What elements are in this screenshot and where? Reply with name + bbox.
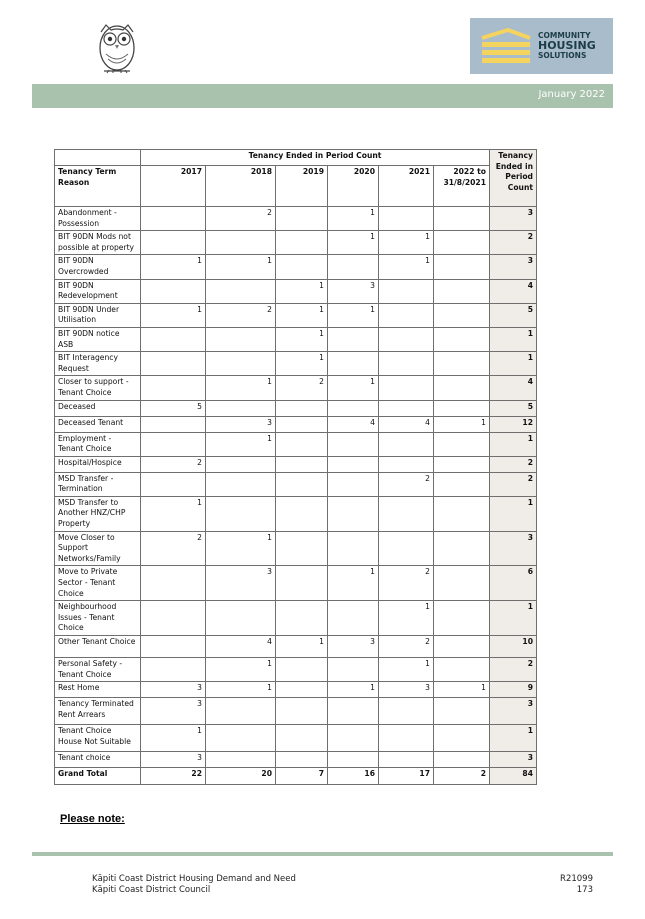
table-cell: 1 (276, 636, 328, 658)
row-total: 9 (490, 682, 537, 698)
table-cell (328, 472, 379, 496)
table-cell (141, 636, 206, 658)
table-cell (206, 752, 276, 768)
table-cell: 2 (206, 303, 276, 327)
logo-text-line2: HOUSING (538, 39, 596, 52)
table-cell: 1 (276, 279, 328, 303)
row-total: 2 (490, 658, 537, 682)
table-row (55, 682, 537, 698)
table-row (55, 376, 537, 400)
table-cell (141, 566, 206, 601)
row-label: BIT 90DN notice ASB (55, 327, 141, 351)
table-cell (434, 400, 490, 416)
table-cell: 3 (206, 416, 276, 432)
table-cell (434, 698, 490, 725)
table-cell: 1 (328, 231, 379, 255)
table-cell: 1 (434, 682, 490, 698)
total-header: Tenancy Ended in Period Count (490, 150, 537, 207)
group-header: Tenancy Ended in Period Count (141, 150, 490, 166)
table-corner (55, 150, 141, 166)
table-cell (276, 456, 328, 472)
row-total: 1 (490, 725, 537, 752)
owl-logo-icon (92, 18, 142, 74)
year-header: 2020 (328, 166, 379, 207)
row-total: 1 (490, 601, 537, 636)
row-label: Other Tenant Choice (55, 636, 141, 658)
row-label: BIT 90DN Redevelopment (55, 279, 141, 303)
footer-title: Kāpiti Coast District Housing Demand and Need (92, 874, 296, 884)
table-cell (328, 255, 379, 279)
table-row (55, 496, 537, 531)
row-total: 3 (490, 752, 537, 768)
table-cell (141, 231, 206, 255)
table-cell: 3 (141, 682, 206, 698)
table-cell (276, 682, 328, 698)
table-cell (434, 636, 490, 658)
house-bars-icon (478, 28, 534, 66)
table-cell: 1 (206, 255, 276, 279)
footer-right (560, 874, 593, 896)
table-cell (328, 327, 379, 351)
table-cell (276, 531, 328, 566)
table-row (55, 658, 537, 682)
row-total: 2 (490, 231, 537, 255)
table-cell (434, 255, 490, 279)
table-cell (141, 416, 206, 432)
table-cell (206, 279, 276, 303)
table-cell: 22 (141, 768, 206, 785)
table-cell: 1 (379, 601, 434, 636)
logo-text-line3: SOLUTIONS (538, 51, 587, 60)
table-cell (206, 456, 276, 472)
footer-council: Kāpiti Coast District Council (92, 885, 211, 895)
table-cell (141, 472, 206, 496)
table-cell (434, 566, 490, 601)
row-label: Neighbourhood Issues - Tenant Choice (55, 601, 141, 636)
table-cell (206, 231, 276, 255)
row-total: 2 (490, 472, 537, 496)
table-cell: 3 (328, 279, 379, 303)
table-cell: 1 (379, 658, 434, 682)
table-cell (276, 752, 328, 768)
table-cell (328, 496, 379, 531)
table-cell (379, 327, 434, 351)
row-total: 3 (490, 531, 537, 566)
table-cell (328, 531, 379, 566)
please-note-heading: Please note: (60, 813, 125, 825)
row-total: 1 (490, 432, 537, 456)
table-cell (434, 752, 490, 768)
table-row (55, 303, 537, 327)
table-cell (434, 472, 490, 496)
table-cell (206, 472, 276, 496)
table-cell: 1 (328, 303, 379, 327)
table-cell: 3 (379, 682, 434, 698)
header-band (32, 84, 613, 108)
table-cell: 1 (276, 327, 328, 351)
table-cell (434, 725, 490, 752)
table-row (55, 752, 537, 768)
table-cell (379, 400, 434, 416)
table-cell (276, 432, 328, 456)
row-label: Move Closer to Support Networks/Family (55, 531, 141, 566)
row-total: 12 (490, 416, 537, 432)
table-cell (328, 658, 379, 682)
table-cell (434, 303, 490, 327)
table-row (55, 400, 537, 416)
row-total: 84 (490, 768, 537, 785)
year-header: 2019 (276, 166, 328, 207)
table-cell: 2 (434, 768, 490, 785)
table-cell (276, 207, 328, 231)
row-label: BIT 90DN Under Utilisation (55, 303, 141, 327)
row-label: MSD Transfer - Termination (55, 472, 141, 496)
table-cell: 4 (328, 416, 379, 432)
table-cell: 2 (276, 376, 328, 400)
table-cell (141, 279, 206, 303)
row-label: Tenant choice (55, 752, 141, 768)
table-cell: 2 (141, 531, 206, 566)
table-cell: 3 (206, 566, 276, 601)
table-cell: 1 (379, 231, 434, 255)
table-row (55, 472, 537, 496)
row-label: Tenancy Terminated Rent Arrears (55, 698, 141, 725)
table-cell (434, 496, 490, 531)
table-row (55, 566, 537, 601)
table-cell (379, 496, 434, 531)
table-cell (379, 303, 434, 327)
row-total: 1 (490, 327, 537, 351)
footer-rule (32, 852, 613, 856)
table-row (55, 432, 537, 456)
table-cell (206, 352, 276, 376)
row-label: Move to Private Sector - Tenant Choice (55, 566, 141, 601)
table-cell: 1 (328, 376, 379, 400)
table-cell: 2 (141, 456, 206, 472)
tenancy-ended-table (54, 149, 537, 785)
table-cell (206, 601, 276, 636)
table-cell (276, 566, 328, 601)
footer-left (92, 874, 296, 896)
row-total: 2 (490, 456, 537, 472)
table-cell (328, 601, 379, 636)
row-label: Hospital/Hospice (55, 456, 141, 472)
table-cell: 3 (141, 752, 206, 768)
table-row (55, 207, 537, 231)
row-total: 3 (490, 255, 537, 279)
table-cell: 4 (206, 636, 276, 658)
table-cell (276, 658, 328, 682)
row-label: Deceased Tenant (55, 416, 141, 432)
table-cell (206, 327, 276, 351)
table-row (55, 416, 537, 432)
table-cell (276, 255, 328, 279)
table-cell (379, 432, 434, 456)
table-cell (141, 601, 206, 636)
table-cell (276, 400, 328, 416)
table-cell (434, 327, 490, 351)
row-total: 5 (490, 400, 537, 416)
table-row (55, 327, 537, 351)
table-cell (276, 416, 328, 432)
table-cell (379, 725, 434, 752)
table-cell: 4 (379, 416, 434, 432)
grand-total-row (55, 768, 537, 785)
row-label: Deceased (55, 400, 141, 416)
table-row (55, 255, 537, 279)
table-row (55, 231, 537, 255)
table-cell (141, 376, 206, 400)
community-housing-solutions-logo (470, 18, 613, 74)
table-cell: 1 (206, 658, 276, 682)
table-cell: 1 (328, 566, 379, 601)
table-cell (379, 456, 434, 472)
table-row (55, 698, 537, 725)
table-cell (141, 327, 206, 351)
table-cell: 1 (328, 207, 379, 231)
table-cell: 1 (206, 682, 276, 698)
table-cell (379, 279, 434, 303)
table-cell: 3 (328, 636, 379, 658)
table-cell (206, 496, 276, 531)
table-row (55, 601, 537, 636)
row-total: 10 (490, 636, 537, 658)
footer-ref: R21099 (560, 874, 593, 884)
year-header: 2017 (141, 166, 206, 207)
table-cell (328, 698, 379, 725)
table-row (55, 352, 537, 376)
table-cell (276, 231, 328, 255)
table-row (55, 279, 537, 303)
table-cell (434, 456, 490, 472)
row-label: Personal Safety - Tenant Choice (55, 658, 141, 682)
table-cell (141, 432, 206, 456)
row-total: 1 (490, 352, 537, 376)
row-label: Grand Total (55, 768, 141, 785)
table-cell: 1 (141, 725, 206, 752)
logo-text-line1: COMMUNITY (538, 31, 591, 40)
row-total: 3 (490, 207, 537, 231)
row-label: MSD Transfer to Another HNZ/CHP Property (55, 496, 141, 531)
table-cell (141, 207, 206, 231)
table-cell (206, 698, 276, 725)
table-row (55, 636, 537, 658)
table-cell (206, 725, 276, 752)
table-cell (328, 456, 379, 472)
table-cell: 2 (379, 566, 434, 601)
row-total: 5 (490, 303, 537, 327)
table-cell (379, 531, 434, 566)
table-cell (379, 207, 434, 231)
row-total: 4 (490, 376, 537, 400)
table-cell: 5 (141, 400, 206, 416)
table-cell: 20 (206, 768, 276, 785)
table-cell (379, 698, 434, 725)
table-cell: 1 (434, 416, 490, 432)
table-cell: 2 (379, 636, 434, 658)
table-cell: 17 (379, 768, 434, 785)
table-cell: 1 (206, 432, 276, 456)
table-cell (276, 496, 328, 531)
year-header: 2018 (206, 166, 276, 207)
row-total: 4 (490, 279, 537, 303)
footer-page: 173 (576, 885, 593, 895)
row-label: Abandonment - Possession (55, 207, 141, 231)
year-header: 2021 (379, 166, 434, 207)
table-cell: 1 (141, 496, 206, 531)
table-cell (276, 601, 328, 636)
row-label: BIT 90DN Overcrowded (55, 255, 141, 279)
table-cell (434, 432, 490, 456)
table-cell: 3 (141, 698, 206, 725)
table-cell (434, 601, 490, 636)
table-cell (379, 376, 434, 400)
row-label: Employment - Tenant Choice (55, 432, 141, 456)
table-cell: 2 (379, 472, 434, 496)
year-header: 2022 to 31/8/2021 (434, 166, 490, 207)
table-cell (434, 279, 490, 303)
report-date: January 2022 (538, 89, 605, 100)
table-cell (379, 352, 434, 376)
table-cell: 1 (328, 682, 379, 698)
table-cell (206, 400, 276, 416)
table-cell (434, 352, 490, 376)
table-cell: 1 (206, 376, 276, 400)
table-cell (328, 725, 379, 752)
table-cell: 1 (379, 255, 434, 279)
table-cell: 1 (276, 352, 328, 376)
table-row (55, 725, 537, 752)
table-cell: 7 (276, 768, 328, 785)
table-cell (434, 207, 490, 231)
table-cell: 1 (141, 255, 206, 279)
row-label: Rest Home (55, 682, 141, 698)
table-cell (434, 231, 490, 255)
table-row (55, 456, 537, 472)
table-cell: 1 (206, 531, 276, 566)
row-total: 1 (490, 496, 537, 531)
row-header: Tenancy Term Reason (55, 166, 141, 207)
table-cell (276, 472, 328, 496)
table-cell (379, 752, 434, 768)
table-cell (276, 698, 328, 725)
table-cell (141, 658, 206, 682)
table-cell: 1 (141, 303, 206, 327)
row-label: Tenant Choice House Not Suitable (55, 725, 141, 752)
row-label: BIT 90DN Mods not possible at property (55, 231, 141, 255)
table-row (55, 531, 537, 566)
table-cell: 1 (276, 303, 328, 327)
table-cell (328, 432, 379, 456)
table-cell: 16 (328, 768, 379, 785)
row-total: 6 (490, 566, 537, 601)
table-cell (434, 658, 490, 682)
table-cell (276, 725, 328, 752)
row-label: Closer to support - Tenant Choice (55, 376, 141, 400)
table-cell (328, 400, 379, 416)
table-cell (328, 352, 379, 376)
table-cell (434, 531, 490, 566)
row-label: BIT Interagency Request (55, 352, 141, 376)
table-cell (434, 376, 490, 400)
table-cell: 2 (206, 207, 276, 231)
row-total: 3 (490, 698, 537, 725)
table-cell (328, 752, 379, 768)
table-cell (141, 352, 206, 376)
